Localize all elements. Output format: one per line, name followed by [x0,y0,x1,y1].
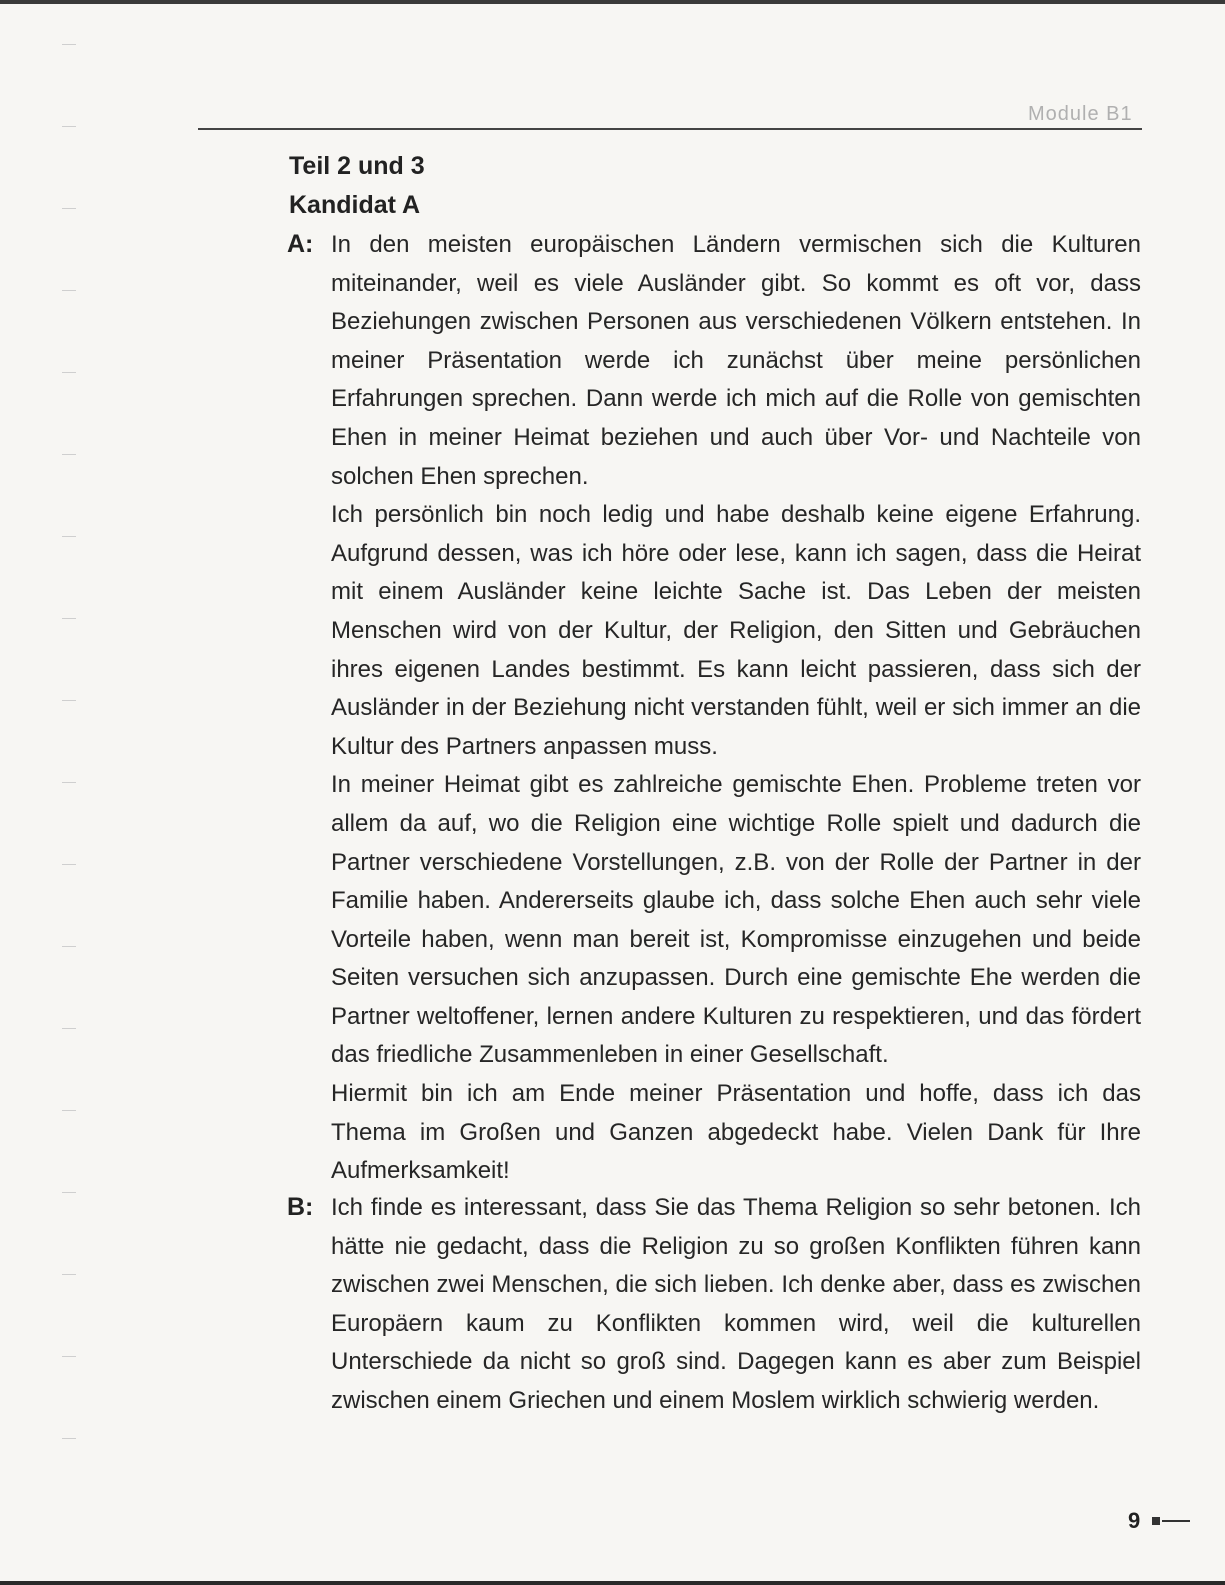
page-number-ornament [1152,1517,1190,1525]
scan-top-edge [0,0,1225,4]
candidate-title: Kandidat A [289,191,421,219]
speaker-a-label: A: [287,230,314,258]
part-title: Teil 2 und 3 [289,152,425,180]
header-rule [198,128,1142,130]
binding-margin-marks [58,40,80,1520]
paragraph: Hiermit bin ich am Ende meiner Präsentation und hoffe, dass ich das Thema im Großen und Ganzen abgedeckt habe. Vielen Dank für Ihre Aufmerksamkeit! [331,1080,1141,1185]
paragraph: Ich finde es interessant, dass Sie das Thema Religion so sehr betonen. Ich hätte nie gedacht, dass die Religion zu so großen Konflikten führen kann zwischen zwei Menschen, die sich lieben. Ich denke aber, dass es zwischen Europäern kaum zu Konflikten kommen wird, weil die kulturellen Unterschiede da nicht so groß sind. Dagegen kann es aber zum Beispiel zwischen einem Griechen und einem Moslem wirklich schwierig werden. [331,1194,1141,1414]
paragraph: In den meisten europäischen Ländern vermischen sich die Kulturen miteinander, weil es viele Ausländer gibt. So kommt es oft vor, dass Beziehungen zwischen Personen aus verschiedenen Völkern entstehen. In meiner Präsentation werde ich zunächst über meine persönlichen Erfahrungen sprechen. Dann werde ich mich auf die Rolle von gemischten Ehen in meiner Heimat beziehen und auch über Vor- und Nachteile von solchen Ehen sprechen. [331,231,1141,490]
page-number: 9 [1128,1508,1141,1533]
speaker-a-text [331,226,1141,1191]
module-header: Module B1 [1028,103,1133,125]
paragraph: Ich persönlich bin noch ledig und habe deshalb keine eigene Erfahrung. Aufgrund dessen, was ich höre oder lese, kann ich sagen, dass die Heirat mit einem Ausländer keine leichte Sache ist. Das Leben der meisten Menschen wird von der Kultur, der Religion, den Sitten und Gebräuchen ihres eigenen Landes bestimmt. Es kann leicht passieren, dass sich der Ausländer in der Beziehung nicht verstanden fühlt, weil er sich immer an die Kultur des Partners anpassen muss. [331,501,1141,760]
speaker-b-label: B: [287,1193,314,1221]
paragraph: In meiner Heimat gibt es zahlreiche gemischte Ehen. Probleme treten vor allem da auf, wo die Religion eine wichtige Rolle spielt und dadurch die Partner verschiedene Vorstellungen, z.B. von der Rolle der Partner in der Familie haben. Andererseits glaube ich, dass solche Ehen auch sehr viele Vorteile haben, wenn man bereit ist, Kompromisse einzugehen und beide Seiten versuchen sich anzupassen. Durch eine gemischte Ehe werden die Partner weltoffener, lernen andere Kulturen zu respektieren, und das fördert das friedliche Zusammenleben in einer Gesellschaft. [331,771,1141,1069]
scan-bottom-edge [0,1581,1225,1585]
speaker-b-text [331,1189,1141,1421]
